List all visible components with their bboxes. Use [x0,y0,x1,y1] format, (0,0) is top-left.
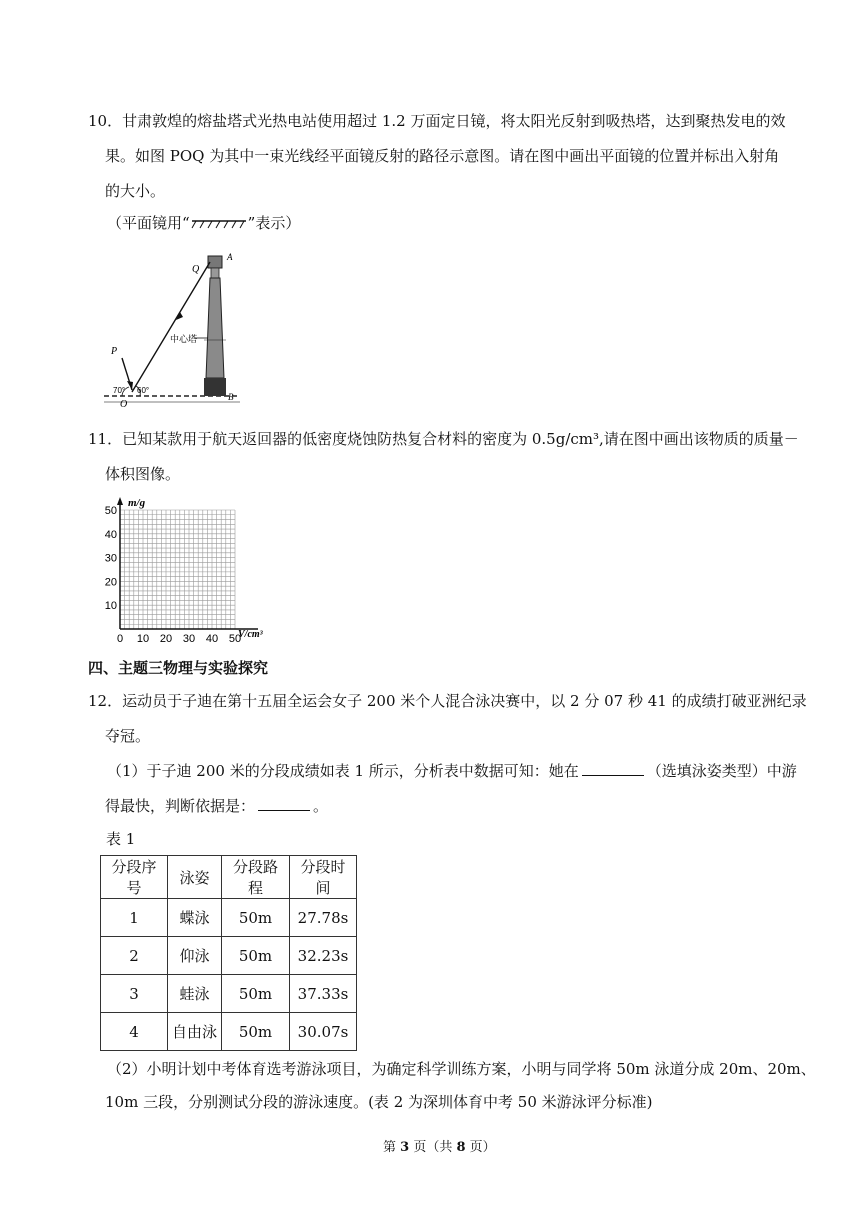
q12-part2-line-2: 10m 三段，分别测试分段的游泳速度。(表 2 为深圳体育中考 50 米游泳评分标准) [105,1093,653,1111]
x-tick-label: 30 [182,633,196,645]
y-axis-arrow [117,497,123,505]
tower-figure [100,250,245,412]
y-axis-label: m/g [128,497,146,509]
label-Q: Q [192,264,200,275]
answer-blank-reason[interactable] [258,796,310,811]
arrow-PO [127,381,133,390]
table-cell: 蝶泳 [168,899,222,937]
table-cell: 50m [222,1013,290,1051]
table-row [101,937,357,975]
table-cell: 50m [222,899,290,937]
table-caption: 表 1 [106,830,136,848]
table-header-cell: 分段路程 [222,856,290,899]
table-cell: 2 [101,937,168,975]
table-cell: 27.78s [290,899,357,937]
mirror-note-suffix: ”表示） [247,214,301,232]
y-tick-label: 10 [104,600,117,613]
table-header-cell: 分段序号 [101,856,168,899]
section-title: 四、主题三物理与实验探究 [88,659,269,677]
q10-line-2: 果。如图 POQ 为其中一束光线经平面镜反射的路径示意图。请在图中画出平面镜的位置并标出入射角 [105,147,780,165]
split-times-table [100,855,357,1051]
x-tick-label: 0 [116,633,124,645]
q12-part1-line-2 [105,796,328,816]
label-P: P [111,346,118,357]
table-header-cell: 分段时间 [290,856,357,899]
q12-part1-line-1 [107,761,797,781]
footer-mid: 页（共 [409,1140,457,1155]
table-cell: 仰泳 [168,937,222,975]
mass-volume-chart [100,493,280,646]
q12-line-1: 12．运动员于子迪在第十五届全运会女子 200 米个人混合泳决赛中，以 2 分 07 秒 41 的成绩打破亚洲纪录 [88,692,807,710]
x-tick-label: 50 [228,633,242,645]
table-cell: 50m [222,937,290,975]
part1-text-b: （选填泳姿类型）中游 [646,762,797,780]
table-header-cell: 泳姿 [168,856,222,899]
page-footer [383,1138,496,1158]
q10-line-1: 10．甘肃敦煌的熔盐塔式光热电站使用超过 1.2 万面定日镜，将太阳光反射到吸热塔，达到聚热发电的效 [88,112,786,130]
x-axis-label: V/cm³ [238,629,263,640]
q11-line-1: 11．已知某款用于航天返回器的低密度烧蚀防热复合材料的密度为 0.5g/cm³,请在图中画出该物质的质量－ [88,430,799,448]
chart-grid [120,510,235,629]
table-header-row [101,856,357,899]
table-cell: 4 [101,1013,168,1051]
footer-pre: 第 [383,1140,401,1155]
part1-text-c: 得最快，判断依据是： [105,797,256,815]
table-cell: 蛙泳 [168,975,222,1013]
reflected-ray-OQ [132,262,210,392]
tower-base [204,378,226,396]
label-B: B [228,392,234,402]
y-tick-label: 30 [104,552,117,565]
q11-line-2: 体积图像。 [105,465,181,483]
table-cell: 30.07s [290,1013,357,1051]
table-cell: 自由泳 [168,1013,222,1051]
tower-neck [211,268,219,278]
footer-total-pages: 8 [456,1140,466,1155]
part1-text-d: 。 [313,797,329,815]
label-O: O [120,399,128,410]
x-tick-label: 10 [136,633,150,645]
table-cell: 32.23s [290,937,357,975]
label-A: A [227,252,233,262]
footer-post: 页） [465,1140,496,1155]
table-row [101,1013,357,1051]
answer-blank-stroke[interactable] [582,761,644,776]
q10-line-3: 的大小。 [105,182,166,200]
y-tick-label: 50 [104,505,117,517]
table-cell: 37.33s [290,975,357,1013]
tower-body [206,278,224,378]
angle-label-70: 70° [113,386,126,395]
table-cell: 1 [101,899,168,937]
table-row [101,899,357,937]
mirror-symbol-icon [190,218,248,230]
tower-top [208,256,222,268]
q10-line-4 [107,213,300,233]
angle-label-60: 60° [137,386,150,395]
footer-page-number: 3 [400,1140,410,1155]
table-cell: 3 [101,975,168,1013]
q12-part2-line-1: （2）小明计划中考体育选考游泳项目，为确定科学训练方案，小明与同学将 50m 泳道分成 20m、20m、 [107,1060,816,1078]
table-cell: 50m [222,975,290,1013]
mirror-note-prefix: （平面镜用“ [107,214,190,232]
q12-line-2: 夺冠。 [105,727,151,745]
part1-text-a: （1）于子迪 200 米的分段成绩如表 1 所示，分析表中数据可知：她在 [107,762,579,780]
x-tick-label: 20 [159,633,173,645]
y-tick-label: 40 [104,528,117,541]
tower-label: 中心塔 [170,335,198,345]
y-tick-label: 20 [104,576,117,589]
x-tick-label: 40 [205,633,219,645]
table-row [101,975,357,1013]
